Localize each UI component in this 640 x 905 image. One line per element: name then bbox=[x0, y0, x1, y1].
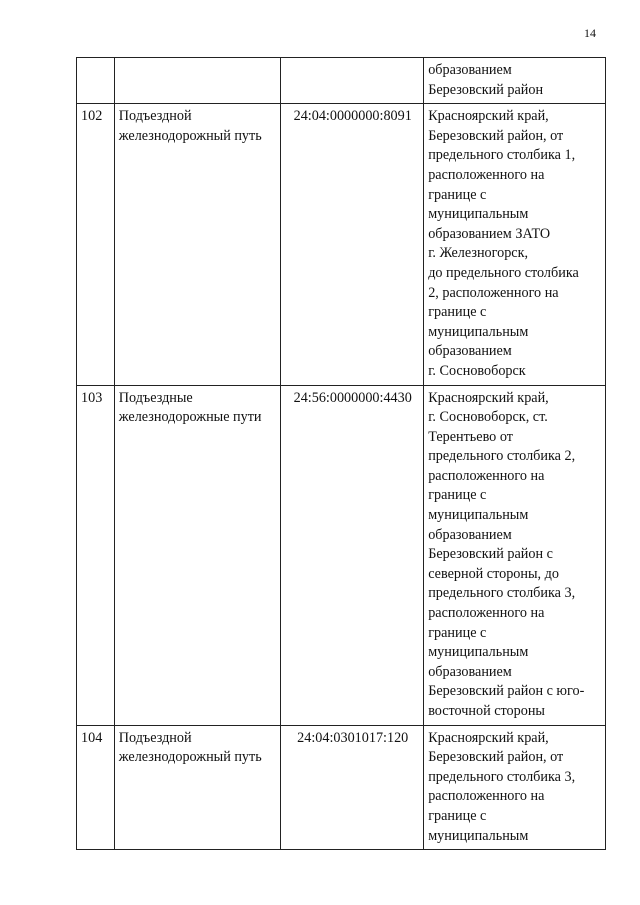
location-line: Красноярский край, bbox=[428, 389, 549, 406]
row-number-cell: 104 bbox=[77, 725, 115, 850]
location-line: образованием bbox=[428, 526, 512, 543]
object-name-line: Подъездной bbox=[118, 108, 192, 125]
location-line: муниципальным bbox=[428, 323, 529, 340]
location-line: муниципальным bbox=[428, 507, 529, 524]
row-number-cell: 102 bbox=[77, 104, 115, 385]
location-line: Терентьево от bbox=[428, 428, 513, 445]
object-name-line: Подъездной bbox=[118, 729, 192, 746]
row-number-cell bbox=[77, 58, 115, 104]
cadastral-number-cell: 24:04:0000000:8091 bbox=[281, 104, 424, 385]
location-line: предельного столбика 3, bbox=[428, 768, 576, 785]
table-row-104 bbox=[77, 725, 606, 850]
row-number-cell: 103 bbox=[77, 385, 115, 725]
location-line: Красноярский край, bbox=[428, 729, 549, 746]
location-line: до предельного столбика bbox=[428, 264, 579, 281]
object-name-cell bbox=[114, 385, 280, 725]
object-name-cell bbox=[114, 58, 280, 104]
location-line: предельного столбика 3, bbox=[428, 585, 576, 602]
location-line: предельного столбика 2, bbox=[428, 448, 576, 465]
cadastral-number-cell: 24:56:0000000:4430 bbox=[281, 385, 424, 725]
location-cell bbox=[424, 725, 606, 850]
location-line: расположенного на bbox=[428, 467, 545, 484]
location-line: г. Сосновоборск, ст. bbox=[428, 409, 548, 426]
location-line: муниципальным bbox=[428, 644, 529, 661]
object-name-cell bbox=[114, 104, 280, 385]
location-line: образованием bbox=[428, 343, 512, 360]
object-name-line: железнодорожный путь bbox=[118, 749, 262, 766]
location-line: муниципальным bbox=[428, 206, 529, 223]
location-line: расположенного на bbox=[428, 788, 545, 805]
location-line: предельного столбика 1, bbox=[428, 147, 576, 164]
location-line: границе с bbox=[428, 304, 487, 321]
location-line: границе с bbox=[428, 487, 487, 504]
location-line: Березовский район, от bbox=[428, 127, 564, 144]
object-name-line: железнодорожный путь bbox=[118, 127, 262, 144]
location-line: границе с bbox=[428, 624, 487, 641]
table-row-102 bbox=[77, 104, 606, 385]
location-line: образованием bbox=[428, 62, 512, 78]
location-line: северной стороны, до bbox=[428, 565, 559, 582]
location-line: г. Железногорск, bbox=[428, 245, 529, 262]
location-line: Березовский район с юго- bbox=[428, 683, 585, 700]
location-line: муниципальным bbox=[428, 827, 529, 844]
cadastral-number-cell: 24:04:0301017:120 bbox=[281, 725, 424, 850]
cadastral-number-cell bbox=[281, 58, 424, 104]
location-cell bbox=[424, 385, 606, 725]
location-line: г. Сосновоборск bbox=[428, 362, 526, 379]
object-name-line: железнодорожные пути bbox=[118, 409, 262, 426]
location-line: образованием ЗАТО bbox=[428, 225, 551, 242]
table-row-continuation bbox=[77, 58, 606, 104]
location-line: границе с bbox=[428, 186, 487, 203]
location-line: восточной стороны bbox=[428, 703, 545, 719]
location-line: Березовский район, от bbox=[428, 749, 564, 766]
object-name-cell bbox=[114, 725, 280, 850]
location-line: Березовский район bbox=[428, 81, 544, 98]
location-line: Красноярский край, bbox=[428, 108, 549, 125]
railway-objects-table bbox=[76, 57, 606, 850]
location-line: расположенного на bbox=[428, 605, 545, 622]
location-line: образованием bbox=[428, 663, 512, 680]
location-line: 2, расположенного на bbox=[428, 284, 559, 301]
location-line: Березовский район с bbox=[428, 546, 553, 563]
location-line: границе с bbox=[428, 807, 487, 824]
object-name-line: Подъездные bbox=[118, 389, 193, 406]
page-number: 14 bbox=[584, 26, 596, 40]
location-cell bbox=[424, 104, 606, 385]
table-row-103 bbox=[77, 385, 606, 725]
location-line: расположенного на bbox=[428, 166, 545, 183]
location-cell bbox=[424, 58, 606, 104]
